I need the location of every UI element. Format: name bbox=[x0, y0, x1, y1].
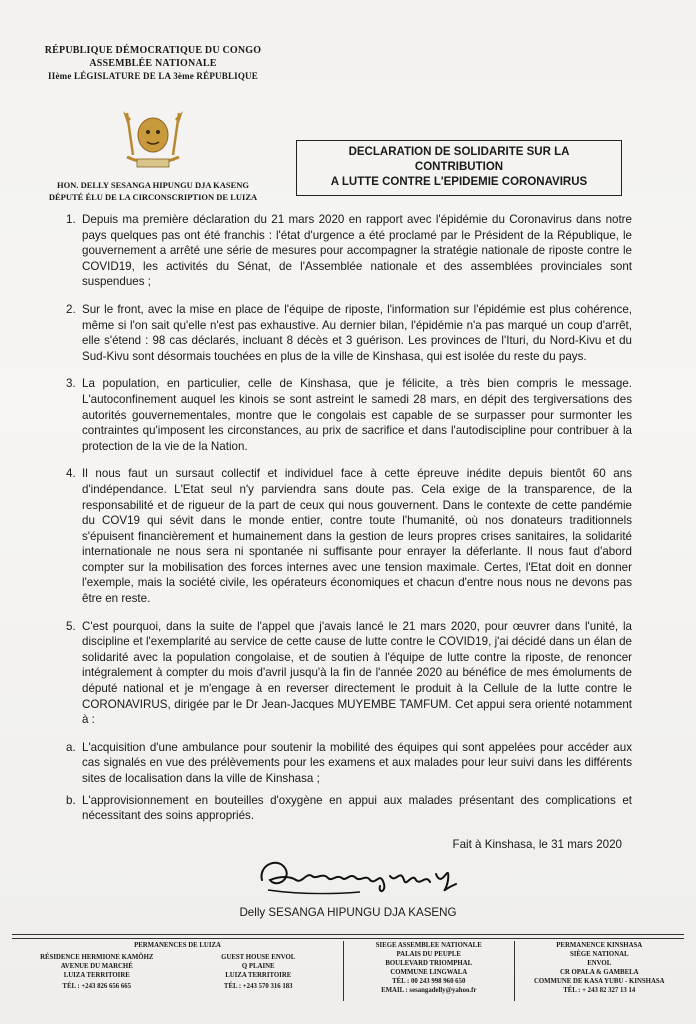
footer-divider bbox=[12, 934, 684, 939]
footer-line: SIEGE ASSEMBLEE NATIONALE bbox=[375, 942, 482, 949]
footer-line: GUEST HOUSE ENVOL bbox=[221, 954, 296, 961]
subitem-letter: b. bbox=[66, 793, 76, 807]
footer-phone: TÉL : +243 570 316 183 bbox=[223, 983, 293, 990]
footer-line: COMMUNE LINGWALA bbox=[390, 969, 468, 976]
letterhead-country: RÉPUBLIQUE DÉMOCRATIQUE DU CONGO bbox=[44, 45, 262, 56]
title-line-1: DECLARATION DE SOLIDARITE SUR LA bbox=[348, 146, 570, 158]
declaration-title bbox=[296, 140, 622, 196]
footer-phone: TÉL : 00 243 998 960 650 bbox=[392, 978, 466, 985]
letterhead bbox=[18, 44, 288, 203]
subitem-text: L'acquisition d'une ambulance pour soutenir la mobilité des équipes qui sont appelées pour accéder aux cas signalés en vue des prélèvements pour les examens et aux malades pour leur suivi dans les différents sites de localisation dans la ville de Kinshasa ; bbox=[82, 740, 632, 785]
title-line-2: CONTRIBUTION bbox=[414, 161, 504, 173]
paragraph-number: 2. bbox=[66, 302, 76, 316]
footer-line: COMMUNE DE KASA YUBU - KINSHASA bbox=[533, 978, 665, 985]
subitem-letter: a. bbox=[66, 740, 76, 754]
footer-line: ENVOL bbox=[587, 960, 612, 967]
footer-line: LUIZA TERRITOIRE bbox=[63, 972, 130, 979]
paragraph-text: La population, en particulier, celle de Kinshasa, que je félicite, a très bien compris le message. L'autoconfinement auquel les kinois se sont astreint le samedi 28 mars, en dépit des tergiversations des autorités gouvernementales, montre que le congolais est capable de se surpasser pour surmonter les contraintes qu'imposent les circonstances, au prix de sacrifice et dans l'autodiscipline pour contribuer à la protection de la vie de la Nation. bbox=[82, 377, 632, 453]
footer-line: PERMANENCE KINSHASA bbox=[556, 942, 643, 949]
footer-assembly-seat bbox=[343, 941, 514, 1001]
footer-phone: TÉL : + 243 82 327 13 14 bbox=[563, 987, 636, 994]
member-name: HON. DELLY SESANGA HIPUNGU DJA KASENG bbox=[56, 180, 250, 190]
paragraph-3 bbox=[66, 376, 632, 454]
footer-luiza-title: PERMANENCES DE LUIZA bbox=[134, 942, 221, 949]
footer-kinshasa bbox=[514, 941, 685, 1001]
footer-luiza bbox=[12, 941, 343, 1001]
footer-line: Q PLAINE bbox=[241, 963, 275, 970]
declaration-body bbox=[66, 212, 632, 830]
footer-line: LUIZA TERRITOIRE bbox=[225, 972, 292, 979]
subitem-b bbox=[66, 793, 632, 824]
handwritten-signature-icon bbox=[250, 850, 470, 900]
coat-of-arms-icon bbox=[113, 105, 193, 175]
paragraph-4 bbox=[66, 466, 632, 606]
title-line-3: A LUTTE CONTRE L'EPIDEMIE CORONAVIRUS bbox=[330, 176, 588, 188]
paragraph-text: Depuis ma première déclaration du 21 mars 2020 en rapport avec l'épidémie du Coronavirus dans notre pays quelques pas ont été franchis : l'état d'urgence a été proclamé par le Président de la République, le gouvernement a arrêté une série de mesures pour accompagner la stratégie nationale de riposte contre le COVID19, les activités du Sénat, de l'Assemblée nationale et des assemblées provinciales sont suspendues ; bbox=[82, 213, 632, 289]
paragraph-text: C'est pourquoi, dans la suite de l'appel que j'avais lancé le 21 mars 2020, pour œuvrer dans l'unité, la discipline et l'exemplarité au service de cette cause de lutte contre le COVID19, j'ai décidé dans un élan de solidarité avec la population congolaise, et de soutien à l'équipe de lutte contre la riposte, de renoncer intégralement à compter du mois d'avril jusqu'à la fin de l'année 2020 au bénéfice de mes émoluments de député national et je m'engage à en reverser directement le produit à la Cellule de la lutte contre le CORONAVIRUS, dirigée par le Dr Jean-Jacques MUYEMBE TAMFUM. Cet appui sera orienté notamment à : bbox=[82, 619, 632, 727]
signer-name: Delly SESANGA HIPUNGU DJA KASENG bbox=[239, 906, 457, 919]
footer-phone: TÉL : +243 826 656 665 bbox=[62, 983, 132, 990]
footer-line: RÉSIDENCE HERMIONE KAMÔHZ bbox=[40, 954, 154, 961]
paragraph-number: 4. bbox=[66, 467, 76, 481]
letterhead-legislature: IIème LÉGISLATURE DE LA 3ème RÉPUBLIQUE bbox=[48, 71, 258, 81]
paragraph-text: Il nous faut un sursaut collectif et individuel face à cette épreuve inédite depuis bientôt 60 ans d'indépendance. L'Etat seul n'y parviendra sans doute pas. Cela exige de la transparence, de la responsabilité et de rigueur de la part de ceux qui nous gouvernent. Dans le contexte de cette pandémie du COV19 qui sévit dans le monde entier, contre toute l'humanité, où nos donateurs traditionnels s'épuisent financièrement et humainement dans la gestion de leurs propres crises sanitaires, la solidarité internationale ne nous sera ni spontanée ni suffisante pour enrayer la déferlante. Il nous faut d'abord compter sur la mobilisation des forces internes avec une tension maximale. Certes, l'Etat doit en donner l'exemple, mais la société civile, les opérateurs économiques et chacun d'entre nous nous ne devons pas être en reste. bbox=[82, 467, 632, 606]
footer bbox=[12, 941, 684, 1001]
paragraph-1 bbox=[66, 212, 632, 290]
footer-line: BOULEVARD TRIOMPHAL bbox=[385, 960, 473, 967]
paragraph-text: Sur le front, avec la mise en place de l'équipe de riposte, l'information sur l'épidémie est plus cohérence, même si l'on sait qu'elle n'est pas exhaustive. Au dernier bilan, l'épidémie n'a pas marqué un coup d'arrêt, elle s'étend : 98 cas déclarés, incluant 8 décès et 3 guérison. Les provinces de l'Ituri, du Nord-Kivu et du Sud-Kivu sont désormais touchées en plus de la ville de Kinshasa, qui est isolée du reste du pays. bbox=[82, 302, 632, 363]
footer-line: SIÈGE NATIONAL bbox=[569, 951, 629, 958]
paragraph-number: 5. bbox=[66, 619, 76, 633]
footer-line: CR OPALA & GAMBELA bbox=[559, 969, 639, 976]
subitem-a bbox=[66, 740, 632, 787]
footer-luiza-guesthouse bbox=[178, 953, 340, 991]
footer-luiza-residence bbox=[16, 953, 178, 991]
paragraph-5 bbox=[66, 619, 632, 728]
paragraph-2 bbox=[66, 302, 632, 364]
paragraph-number: 1. bbox=[66, 213, 76, 226]
letterhead-assembly: ASSEMBLÉE NATIONALE bbox=[89, 58, 217, 69]
place-and-date: Fait à Kinshasa, le 31 mars 2020 bbox=[452, 838, 622, 851]
paragraph-number: 3. bbox=[66, 377, 76, 391]
member-role: DÉPUTÉ ÉLU DE LA CIRCONSCRIPTION DE LUIZA bbox=[48, 192, 258, 202]
footer-email: EMAIL : sesangadelly@yahoo.fr bbox=[381, 987, 477, 994]
footer-line: AVENUE DU MARCHÉ bbox=[60, 963, 133, 970]
footer-line: PALAIS DU PEUPLE bbox=[396, 951, 461, 958]
subitem-text: L'approvisionnement en bouteilles d'oxygène en appui aux malades présentant des complications et nécessitant des soins appropriés. bbox=[82, 793, 632, 823]
